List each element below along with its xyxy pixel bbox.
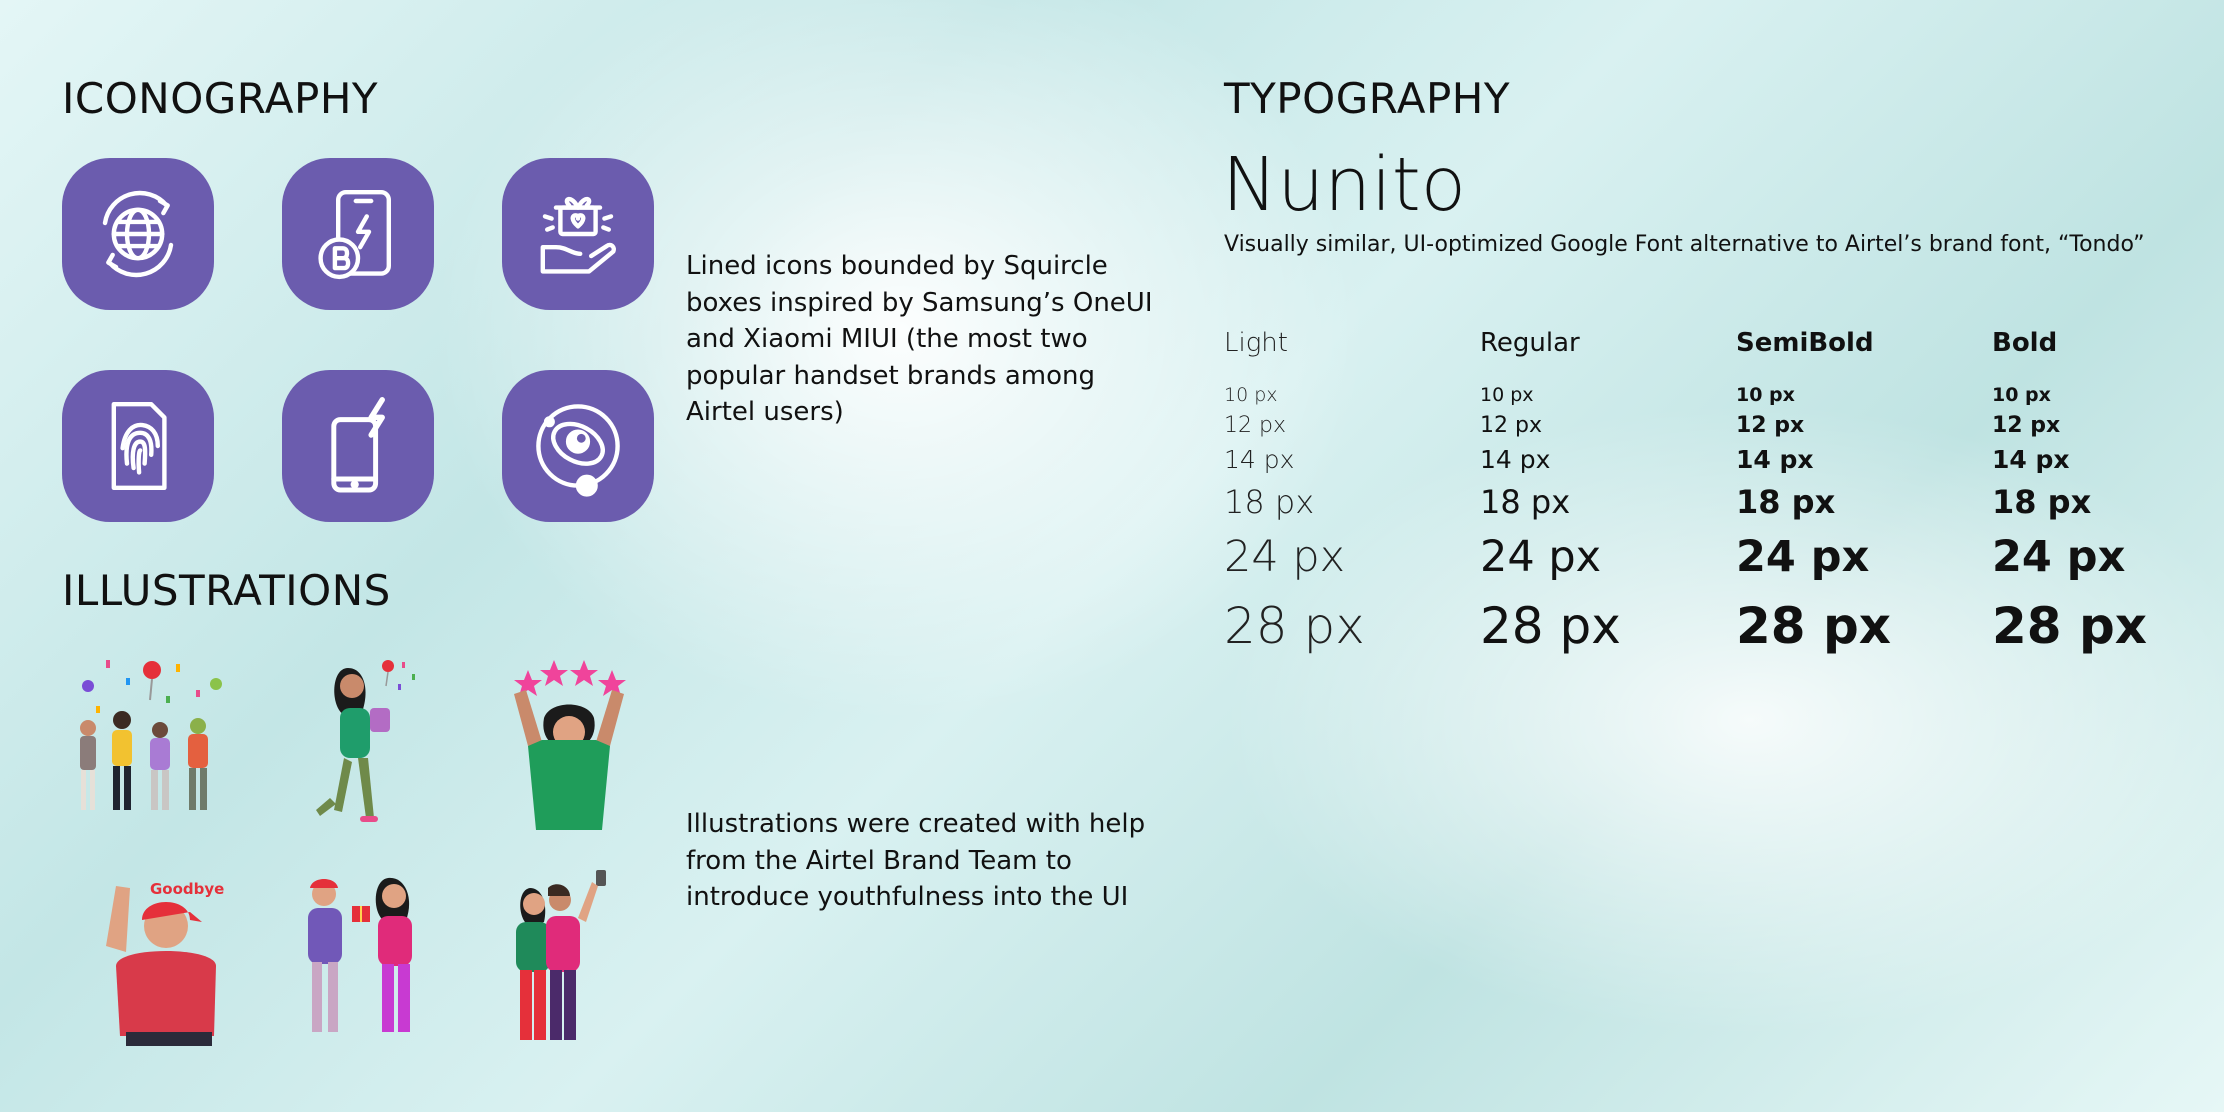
size-sample: 24 px <box>1224 532 1346 582</box>
size-sample: 12 px <box>1736 413 1805 438</box>
size-sample: 28 px <box>1992 597 2148 655</box>
weight-label: Light <box>1224 328 1288 358</box>
illustrations-description: Illustrations were created with help from the Airtel Brand Team to introduce youthfulness into the UI <box>686 809 1146 912</box>
iconography-description: Lined icons bounded by Squircle boxes inspired by Samsung’s OneUI and Xiaomi MIUI (the most two popular handset brands among Airtel users) <box>686 251 1153 427</box>
couple-gift-exchange-illustration <box>284 866 454 1046</box>
gift-hand-icon <box>523 179 633 289</box>
size-sample: 10 px <box>1992 384 2051 406</box>
font-subtitle: Visually similar, UI-optimized Google Font alternative to Airtel’s brand font, “Tondo” <box>1224 232 2145 257</box>
size-sample: 14 px <box>1480 445 1551 474</box>
celebration-group-illustration <box>66 650 236 830</box>
fingerprint-document-tile <box>62 370 214 522</box>
size-sample: 28 px <box>1480 597 1621 655</box>
size-sample: 28 px <box>1736 597 1892 655</box>
weight-label: Regular <box>1480 328 1580 358</box>
weight-column-regular <box>1480 328 1621 655</box>
size-sample: 10 px <box>1480 384 1534 406</box>
size-sample: 18 px <box>1224 483 1315 521</box>
fingerprint-document-icon <box>83 391 193 501</box>
size-sample: 18 px <box>1736 483 1836 521</box>
goodbye-text: Goodbye <box>150 880 225 898</box>
size-sample: 12 px <box>1992 413 2061 438</box>
weight-column-bold <box>1992 328 2148 655</box>
size-sample: 14 px <box>1224 445 1295 474</box>
orbit-icon <box>523 391 633 501</box>
woman-with-gift-illustration <box>290 650 460 830</box>
size-sample: 28 px <box>1224 597 1365 655</box>
size-sample: 14 px <box>1992 445 2070 474</box>
size-sample: 10 px <box>1224 384 1278 406</box>
orbit-tile <box>502 370 654 522</box>
globe-refresh-tile <box>62 158 214 310</box>
size-sample: 10 px <box>1736 384 1795 406</box>
illustrations-title: ILLUSTRATIONS <box>62 566 391 615</box>
phone-bitcoin-tile <box>282 158 434 310</box>
woman-cheering-stars-illustration <box>484 650 654 830</box>
weight-label: SemiBold <box>1736 328 1874 358</box>
man-waving-goodbye-illustration <box>86 866 256 1046</box>
size-sample: 12 px <box>1480 413 1542 438</box>
size-sample: 14 px <box>1736 445 1814 474</box>
size-sample: 24 px <box>1736 532 1870 582</box>
gift-hand-tile <box>502 158 654 310</box>
iconography-title: ICONOGRAPHY <box>62 74 379 123</box>
size-sample: 12 px <box>1224 413 1286 438</box>
typography-title: TYPOGRAPHY <box>1224 74 1511 123</box>
weight-column-light <box>1224 328 1365 655</box>
phone-bitcoin-icon <box>303 179 413 289</box>
weight-column-semibold <box>1736 328 1892 655</box>
globe-refresh-icon <box>83 179 193 289</box>
weight-label: Bold <box>1992 328 2058 358</box>
size-sample: 24 px <box>1480 532 1602 582</box>
friends-selfie-illustration <box>486 866 656 1046</box>
size-sample: 18 px <box>1480 483 1571 521</box>
size-sample: 24 px <box>1992 532 2126 582</box>
font-name: Nunito <box>1222 142 1467 228</box>
phone-lightning-tile <box>282 370 434 522</box>
size-sample: 18 px <box>1992 483 2092 521</box>
phone-lightning-icon <box>303 391 413 501</box>
